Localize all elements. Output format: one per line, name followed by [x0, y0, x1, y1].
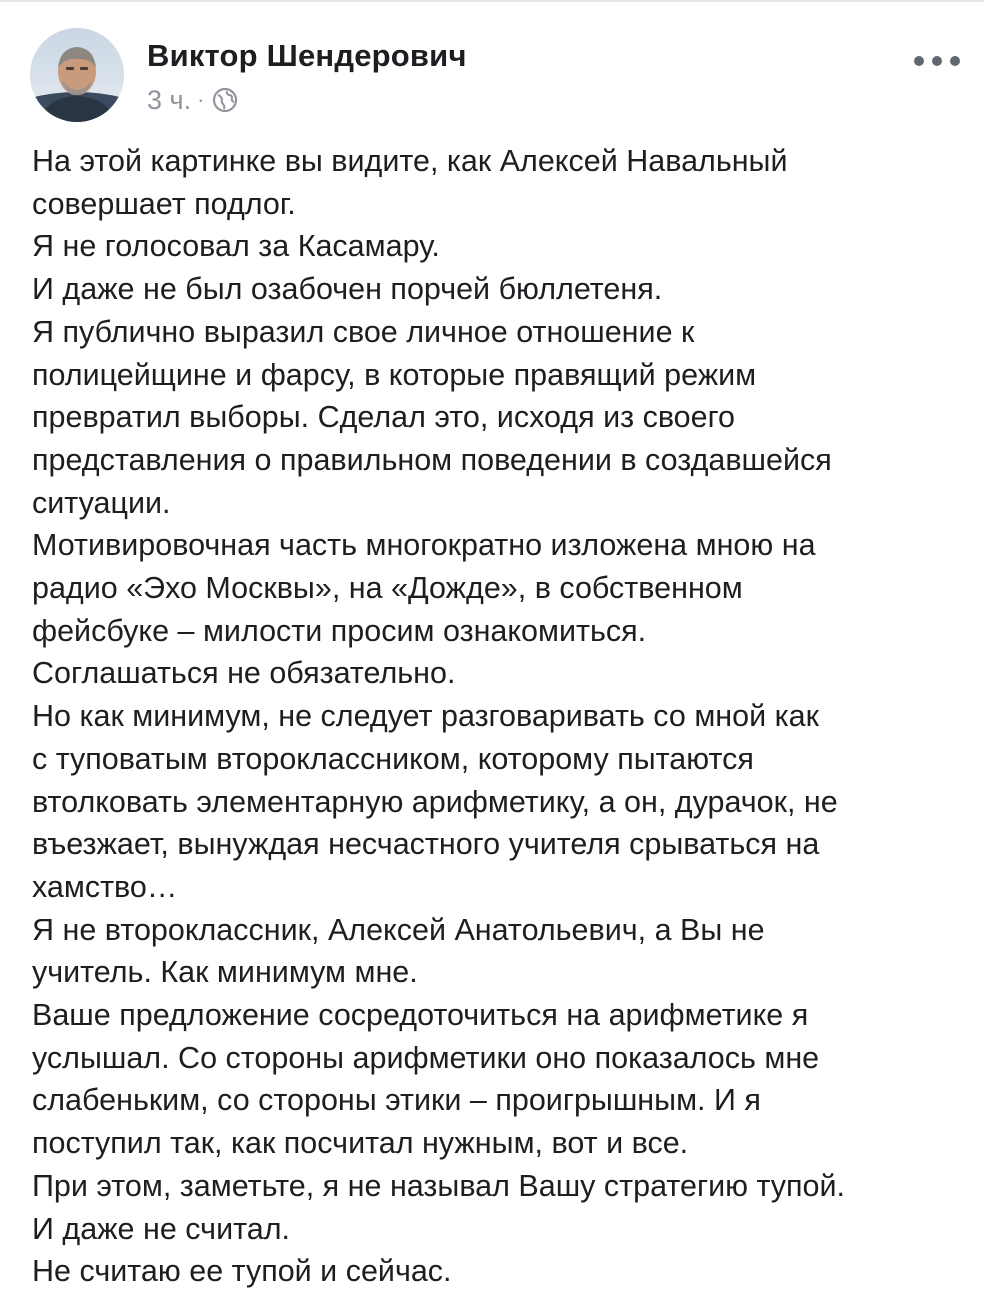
meta-separator: · [197, 87, 205, 112]
post-text-line: И даже не был озабочен порчей бюллетеня. [32, 272, 663, 307]
post-text-line: Мотивировочная часть многократно изложена мною на [32, 528, 816, 563]
post-text-line: Не считаю ее тупой и сейчас. [32, 1254, 452, 1289]
post-text-line: поступил так, как посчитал нужным, вот и все. [32, 1126, 689, 1161]
post-text-line: превратил выборы. Сделал это, исходя из своего [32, 400, 736, 435]
author-name[interactable]: Виктор Шендерович [147, 38, 467, 73]
post-text-line: совершает подлог. [32, 186, 296, 221]
post-text-line: ситуации. [32, 485, 171, 520]
top-divider [0, 0, 984, 2]
post-text-line: На этой картинке вы видите, как Алексей Навальный [32, 144, 788, 178]
more-horizontal-icon [932, 56, 942, 66]
post-text-line: услышал. Со стороны арифметики оно показалось мне [32, 1040, 820, 1075]
post-text-line: фейсбуке – милости просим ознакомиться. [32, 613, 647, 648]
post-text-line: слабеньким, со стороны этики – проигрышным. И я [32, 1083, 761, 1118]
globe-icon[interactable] [212, 87, 238, 113]
more-horizontal-icon [950, 56, 960, 66]
post-text-line: радио «Эхо Москвы», на «Дожде», в собственном [32, 571, 743, 606]
more-options-button[interactable] [914, 48, 960, 74]
more-horizontal-icon [914, 56, 924, 66]
profile-photo-icon [30, 28, 124, 122]
post-timestamp[interactable]: 3 ч. [147, 84, 192, 115]
post-text-line: При этом, заметьте, я не называл Вашу стратегию тупой. [32, 1168, 846, 1203]
post-text-line: Я публично выразил свое личное отношение к [32, 314, 695, 349]
post-text [32, 140, 972, 1293]
post-text-line: учитель. Как минимум мне. [32, 955, 418, 990]
post-text-line: представления о правильном поведении в создавшейся [32, 442, 832, 477]
post-meta [147, 84, 238, 116]
post-text-line: Соглашаться не обязательно. [32, 656, 456, 691]
post-text-line: Я не второклассник, Алексей Анатольевич, а Вы не [32, 912, 765, 947]
avatar[interactable] [30, 28, 124, 122]
post-text-line: полицейщине и фарсу, в которые правящий режим [32, 357, 757, 392]
post-text-line: въезжает, вынуждая несчастного учителя срываться на [32, 827, 820, 862]
post-text-line: И даже не считал. [32, 1211, 290, 1246]
post-header [30, 28, 960, 128]
post-text-line: Но как минимум, не следует разговаривать со мной как [32, 699, 819, 734]
post-text-line: втолковать элементарную арифметику, а он, дурачок, не [32, 784, 838, 819]
post-text-line: хамство… [32, 869, 178, 904]
post-text-line: Ваше предложение сосредоточиться на арифметике я [32, 998, 809, 1033]
post-text-line: Я не голосовал за Касамару. [32, 229, 440, 264]
post-text-line: с туповатым второклассником, которому пытаются [32, 741, 754, 776]
